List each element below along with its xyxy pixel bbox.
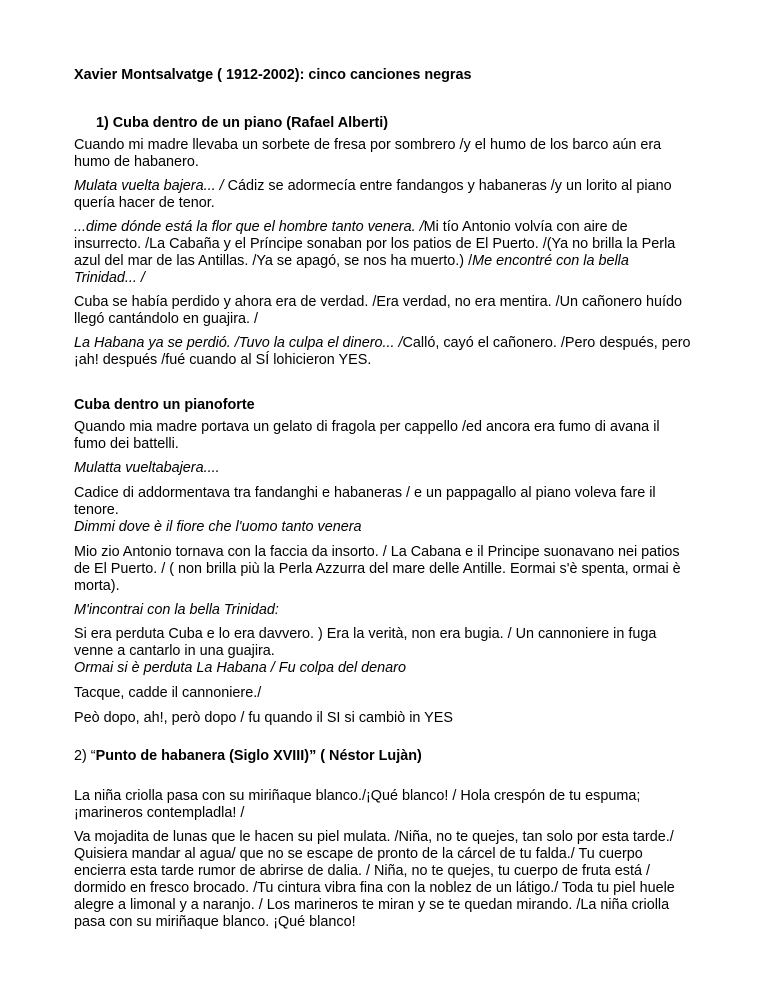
italian-paragraph-3: Cadice di addormentava tra fandanghi e habaneras / e un pappagallo al piano voleva fare il tenore. (74, 485, 656, 518)
italian-paragraph-7: Si era perduta Cuba e lo era davvero. ) Era la verità, non era bugia. / Un cannoniere in fuga venne a cantarlo in una guajira. (74, 626, 657, 659)
song1-paragraph-5-text: Calló, cayó el cañonero. /Pero después, pero ¡ah! después /fué cuando al SÍ lohicieron YES. (74, 335, 691, 368)
song1-paragraph-1: Cuando mi madre llevaba un sorbete de fresa por sombrero /y el humo de los barco aún era humo de habanero. (74, 137, 662, 170)
italian-paragraph-5: Mio zio Antonio tornava con la faccia da insorto. / La Cabana e il Principe suonavano nei patios de El Puerto. / ( non brilla più la Perla Azzurra del mare delle Antille. Eormai s'è spenta, ormai è morta). (74, 544, 681, 594)
italian-paragraph-1: Quando mia madre portava un gelato di fragola per cappello /ed ancora era fumo di avana il fumo dei battelli. (74, 419, 660, 452)
italian-paragraph-2: Mulatta vueltabajera.... (74, 460, 220, 476)
song1-paragraph-2-italic: Mulata vuelta bajera... / (74, 178, 228, 194)
song1-paragraph-3 (74, 219, 694, 287)
italian-heading: Cuba dentro un pianoforte (74, 397, 255, 413)
song1-paragraph-3-italic-b: Me encontré con la bella Trinidad... / (74, 253, 629, 286)
song2-heading-title: Punto de habanera (Siglo XVIII)” ( Néstor Lujàn) (95, 748, 422, 764)
song1-paragraph-5 (74, 335, 694, 369)
song2-paragraph-1: La niña criolla pasa con su miriñaque blanco./¡Qué blanco! / Hola crespón de tu espuma; ¡marineros contempladla! / (74, 788, 641, 821)
song1-heading: 1) Cuba dentro de un piano (Rafael Alberti) (96, 115, 389, 131)
song2-heading-number: 2) “ (74, 748, 96, 764)
italian-paragraph-6: M'incontrai con la bella Trinidad: (74, 602, 279, 618)
song1-paragraph-3-text: Mi tío Antonio volvía con aire de insurrecto. /La Cabaña y el Príncipe sonaban por los patios de El Puerto. /(Ya no brilla la Perla azul del mar de las Antillas. /Ya se apagó, se nos ha muerto.) / (74, 219, 676, 269)
song1-paragraph-4: Cuba se había perdido y ahora era de verdad. /Era verdad, no era mentira. /Un cañonero huído llegó cantándolo en guajira. / (74, 294, 682, 327)
song1-paragraph-5-italic: La Habana ya se perdió. /Tuvo la culpa el dinero... / (74, 335, 403, 351)
italian-paragraph-4: Dimmi dove è il fiore che l'uomo tanto venera (74, 519, 362, 535)
song1-paragraph-2 (74, 178, 694, 212)
song2-paragraph-2: Va mojadita de lunas que le hacen su piel mulata. /Niña, no te quejes, tan solo por esta tarde./ Quisiera mandar al agua/ que no se escape de pronto de la cárcel de tu falda./ Tu cuerpo encierra esta tarde rumor de abrirse de dalia. / Niña, no te quejes, tu cuerpo de fruta está / dormido en fresco brocado. /Tu cintura vibra fina con la noblez de un látigo./ Toda tu piel huele alegre a limonal y a naranjo. / Los marineros te miran y se te quedan mirando. /La niña criolla pasa con su miriñaque blanco. ¡Qué blanco! (74, 829, 675, 930)
song1-paragraph-3-italic-a: ...dime dónde está la flor que el hombre tanto venera. / (74, 219, 424, 235)
song1-paragraph-2-text: Cádiz se adormecía entre fandangos y habaneras /y un lorito al piano quería hacer de tenor. (74, 178, 672, 211)
italian-paragraph-8: Ormai si è perduta La Habana / Fu colpa del denaro (74, 660, 406, 676)
document-title: Xavier Montsalvatge ( 1912-2002): cinco canciones negras (74, 67, 472, 83)
song2-heading (74, 748, 694, 765)
italian-paragraph-10: Peò dopo, ah!, però dopo / fu quando il SI si cambiò in YES (74, 710, 453, 726)
italian-paragraph-9: Tacque, cadde il cannoniere./ (74, 685, 262, 701)
